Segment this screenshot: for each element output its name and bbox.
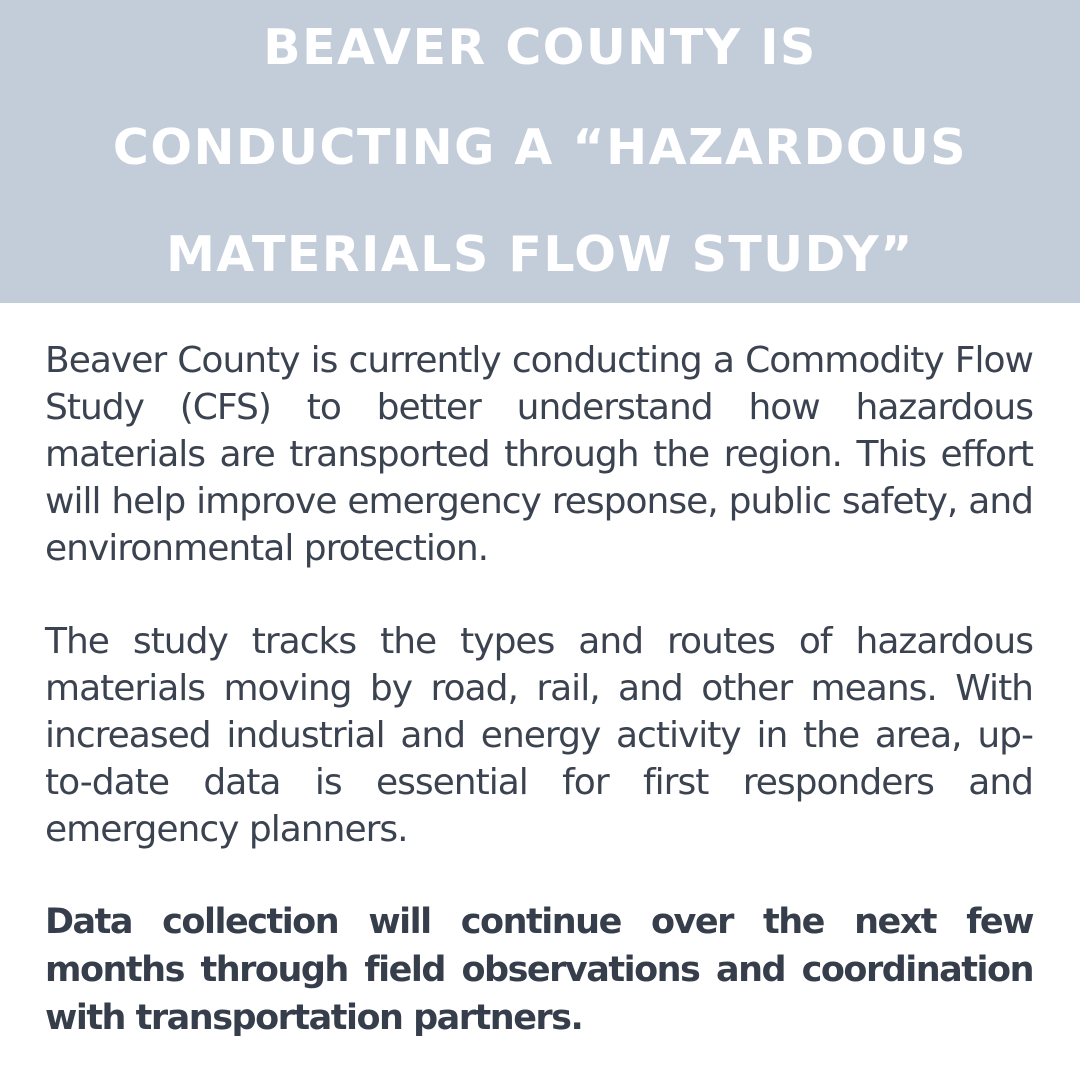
- details-paragraph: The study tracks the types and routes of hazardous materials moving by road, rail, and other means. With increased industrial and energy activity in the area, up-to-date data is essential for first responders and emergency planners.: [45, 621, 1033, 850]
- title-line-3: MATERIALS FLOW STUDY”: [166, 226, 914, 283]
- intro-paragraph: Beaver County is currently conducting a Commodity Flow Study (CFS) to better understand how hazardous materials are transported through the region. This effort will help improve emergency response, public safety, and environmental protection.: [45, 340, 1033, 569]
- header-banner: [0, 0, 1080, 303]
- title-line-2: CONDUCTING A “HAZARDOUS: [112, 119, 968, 176]
- title-line-1: BEAVER COUNTY IS: [263, 19, 817, 76]
- data-collection-paragraph: Data collection will continue over the next few months through field observations and coordination with transportation partners.: [45, 902, 1033, 1038]
